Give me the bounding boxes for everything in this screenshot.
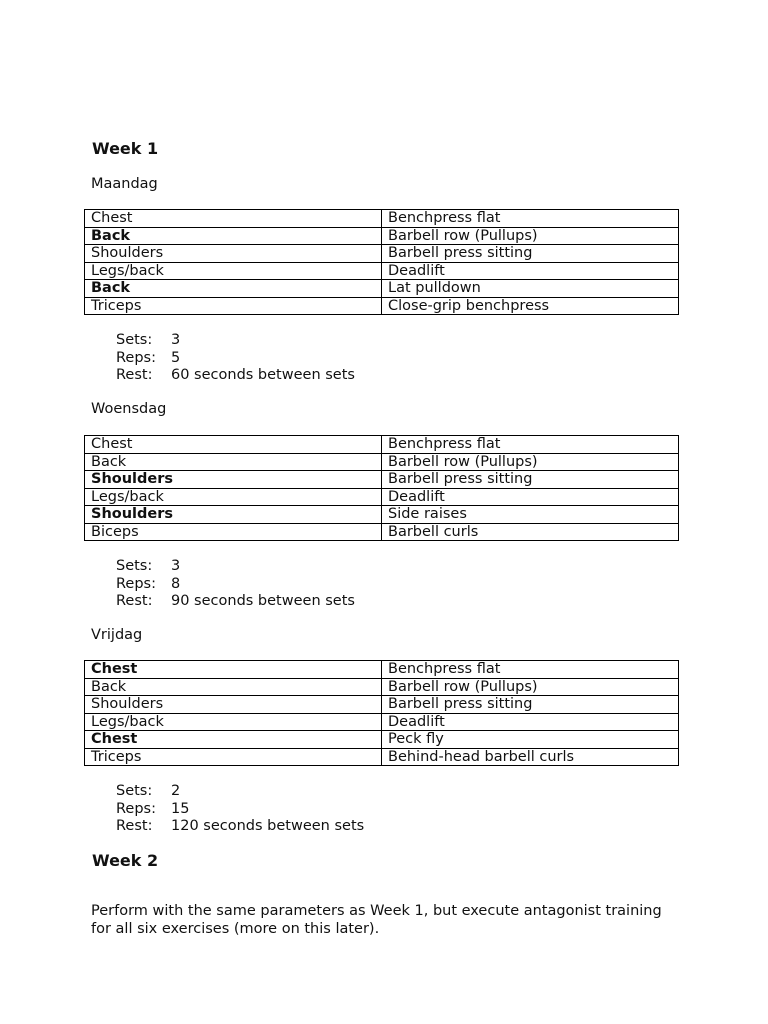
reps-value: 15 bbox=[171, 800, 190, 817]
table-row bbox=[85, 696, 679, 714]
muscle-cell: Back bbox=[85, 678, 382, 696]
muscle-cell: Shoulders bbox=[85, 245, 382, 263]
reps-label: Reps: bbox=[116, 575, 156, 592]
exercise-cell: Barbell press sitting bbox=[382, 471, 679, 489]
params-woensdag bbox=[116, 558, 355, 611]
params-vrijdag bbox=[116, 783, 364, 836]
exercise-cell: Behind-head barbell curls bbox=[382, 748, 679, 766]
exercise-cell: Peck fly bbox=[382, 731, 679, 749]
day-heading-vrijdag: Vrijdag bbox=[91, 627, 143, 643]
muscle-cell: Biceps bbox=[85, 523, 382, 541]
table-row bbox=[85, 748, 679, 766]
table-row bbox=[85, 471, 679, 489]
exercise-cell: Deadlift bbox=[382, 713, 679, 731]
rest-value: 90 seconds between sets bbox=[171, 593, 355, 609]
reps-label: Reps: bbox=[116, 349, 156, 366]
exercise-cell: Barbell row (Pullups) bbox=[382, 453, 679, 471]
table-row bbox=[85, 661, 679, 679]
muscle-cell: Back bbox=[85, 280, 382, 298]
week-1-heading: Week 1 bbox=[92, 139, 159, 158]
sets-label: Sets: bbox=[116, 332, 153, 348]
exercise-cell: Deadlift bbox=[382, 262, 679, 280]
sets-label: Sets: bbox=[116, 783, 153, 799]
table-row bbox=[85, 297, 679, 315]
day-heading-maandag: Maandag bbox=[91, 176, 158, 192]
table-row bbox=[85, 523, 679, 541]
exercise-cell: Barbell press sitting bbox=[382, 696, 679, 714]
table-row bbox=[85, 436, 679, 454]
rest-label: Rest: bbox=[116, 593, 153, 609]
exercise-cell: Barbell press sitting bbox=[382, 245, 679, 263]
exercise-table-vrijdag bbox=[84, 660, 679, 766]
muscle-cell: Back bbox=[85, 453, 382, 471]
exercise-cell: Lat pulldown bbox=[382, 280, 679, 298]
table-row bbox=[85, 453, 679, 471]
exercise-cell: Close-grip benchpress bbox=[382, 297, 679, 315]
table-row bbox=[85, 731, 679, 749]
muscle-cell: Legs/back bbox=[85, 713, 382, 731]
sets-label: Sets: bbox=[116, 558, 153, 574]
params-maandag bbox=[116, 332, 355, 385]
exercise-cell: Barbell row (Pullups) bbox=[382, 227, 679, 245]
sets-value: 3 bbox=[171, 332, 181, 348]
muscle-cell: Chest bbox=[85, 436, 382, 454]
muscle-cell: Triceps bbox=[85, 297, 382, 315]
week-2-description: Perform with the same parameters as Week 1, but execute antagonist training for all six exercises (more on this later). bbox=[91, 902, 662, 937]
muscle-cell: Shoulders bbox=[85, 696, 382, 714]
rest-label: Rest: bbox=[116, 818, 153, 834]
muscle-cell: Chest bbox=[85, 210, 382, 228]
sets-value: 2 bbox=[171, 783, 181, 799]
muscle-cell: Shoulders bbox=[85, 471, 382, 489]
reps-label: Reps: bbox=[116, 800, 156, 817]
muscle-cell: Triceps bbox=[85, 748, 382, 766]
muscle-cell: Legs/back bbox=[85, 262, 382, 280]
exercise-cell: Benchpress flat bbox=[382, 661, 679, 679]
exercise-cell: Barbell row (Pullups) bbox=[382, 678, 679, 696]
reps-value: 8 bbox=[171, 575, 181, 592]
exercise-cell: Benchpress flat bbox=[382, 210, 679, 228]
exercise-cell: Benchpress flat bbox=[382, 436, 679, 454]
week-2-heading: Week 2 bbox=[92, 851, 159, 870]
table-row bbox=[85, 488, 679, 506]
table-row bbox=[85, 280, 679, 298]
table-row bbox=[85, 210, 679, 228]
exercise-cell: Deadlift bbox=[382, 488, 679, 506]
table-row bbox=[85, 678, 679, 696]
exercise-table-woensdag bbox=[84, 435, 679, 541]
reps-value: 5 bbox=[171, 349, 181, 366]
rest-value: 120 seconds between sets bbox=[171, 818, 365, 834]
exercise-cell: Side raises bbox=[382, 506, 679, 524]
muscle-cell: Back bbox=[85, 227, 382, 245]
sets-value: 3 bbox=[171, 558, 181, 574]
table-row bbox=[85, 227, 679, 245]
table-row bbox=[85, 506, 679, 524]
muscle-cell: Legs/back bbox=[85, 488, 382, 506]
exercise-cell: Barbell curls bbox=[382, 523, 679, 541]
rest-value: 60 seconds between sets bbox=[171, 367, 355, 383]
muscle-cell: Shoulders bbox=[85, 506, 382, 524]
table-row bbox=[85, 262, 679, 280]
table-row bbox=[85, 713, 679, 731]
muscle-cell: Chest bbox=[85, 661, 382, 679]
table-row bbox=[85, 245, 679, 263]
day-heading-woensdag: Woensdag bbox=[91, 401, 167, 417]
muscle-cell: Chest bbox=[85, 731, 382, 749]
rest-label: Rest: bbox=[116, 367, 153, 383]
exercise-table-maandag bbox=[84, 209, 679, 315]
